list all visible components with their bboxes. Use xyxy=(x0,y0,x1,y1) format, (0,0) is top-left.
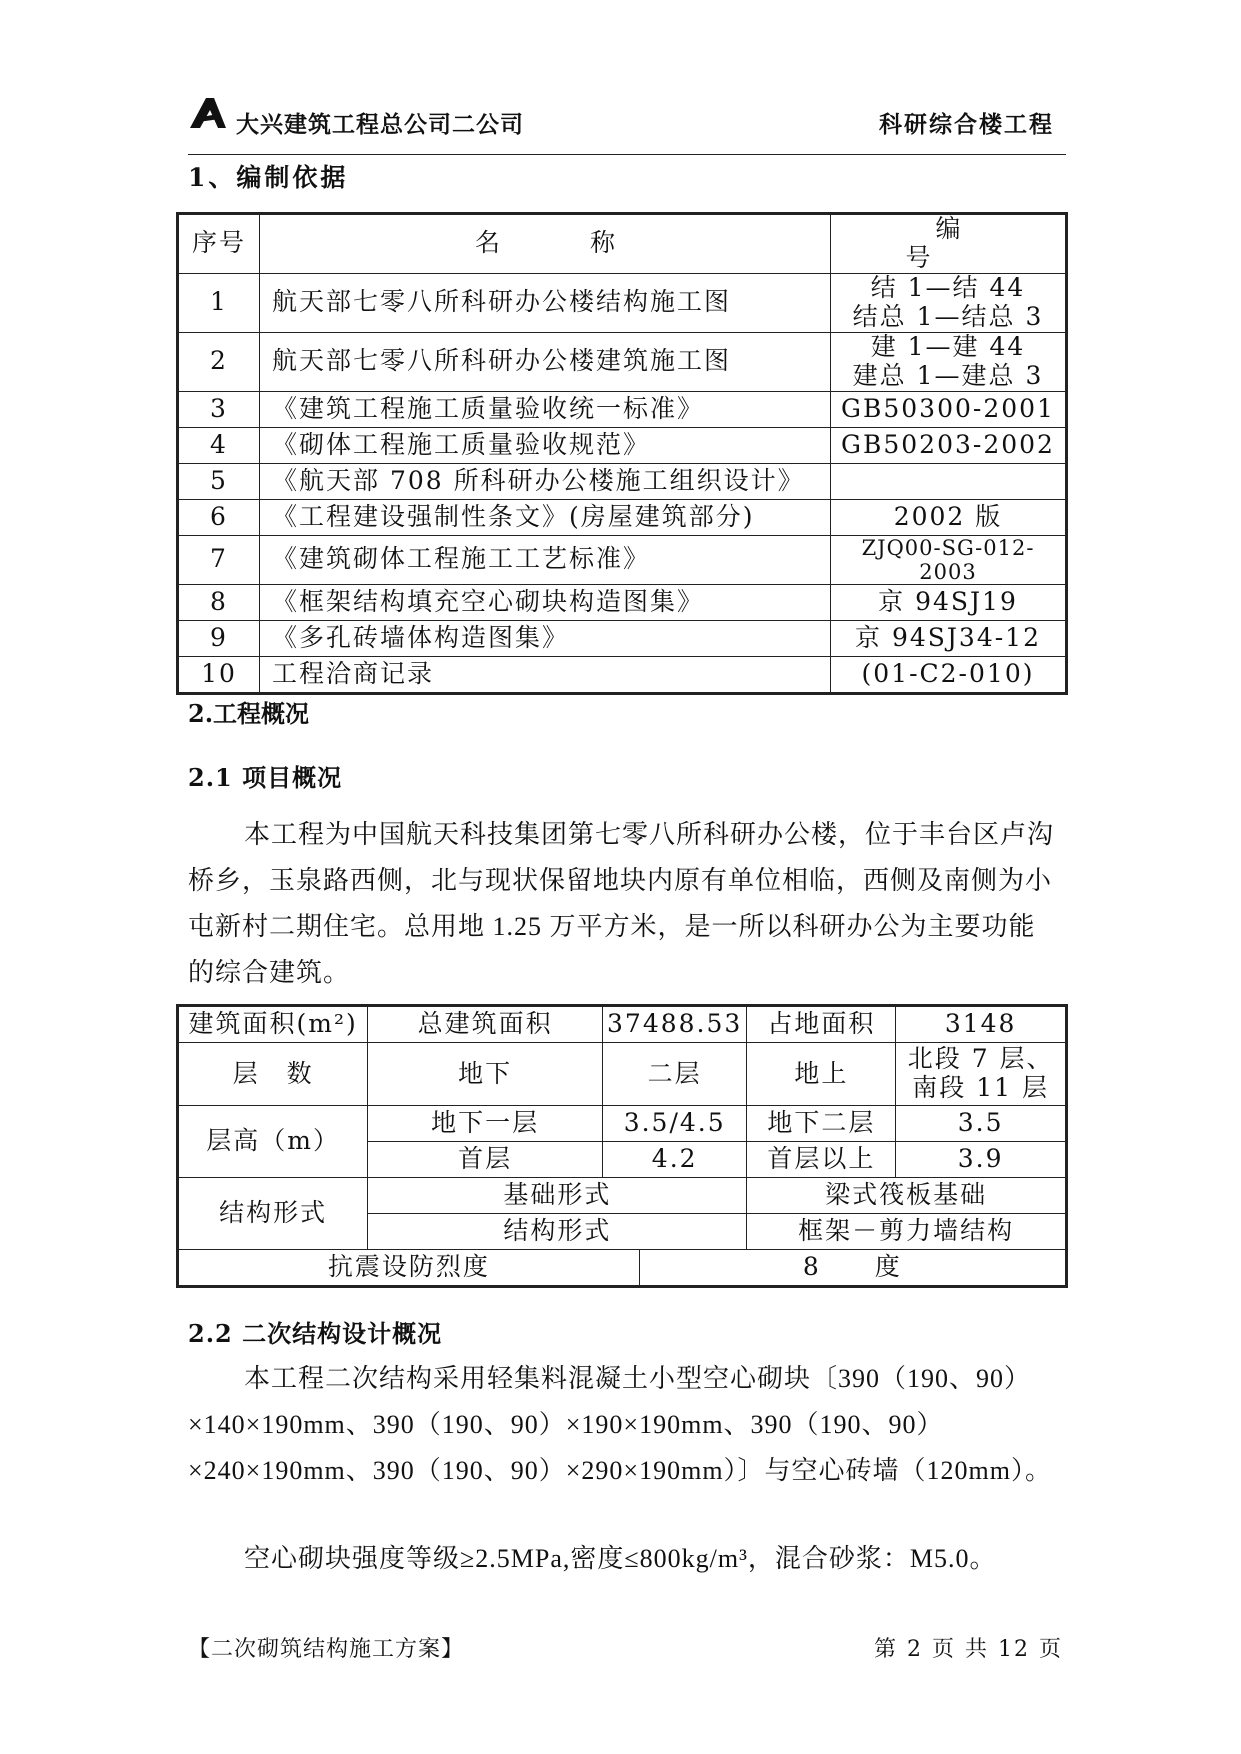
subsection-title-project: 2.1 项目概况 xyxy=(188,763,343,792)
table-row: 5 《航天部 708 所科研办公楼施工组织设计》 xyxy=(178,463,1067,499)
company-name: 大兴建筑工程总公司二公司 xyxy=(236,111,524,138)
table-header-row xyxy=(178,214,1067,274)
header-no: 序号 xyxy=(178,214,260,274)
table-row: 首层 4.2 首层以上 3.9 xyxy=(178,1142,1067,1178)
table-row: 3 《建筑工程施工质量验收统一标准》 GB50300-2001 xyxy=(178,391,1067,427)
table-row: 2 航天部七零八所科研办公楼建筑施工图 建 1—建 44 建总 1—建总 3 xyxy=(178,332,1067,391)
project-paragraph: 本工程为中国航天科技集团第七零八所科研办公楼，位于丰台区卢沟桥乡，玉泉路西侧，北与现状保留地块内原有单位相临，西侧及南侧为小屯新村二期住宅。总用地 1.25 万平方米，是一所以科研办公为主要功能的综合建筑。 xyxy=(188,820,1055,987)
table-row: 6 《工程建设强制性条文》(房屋建筑部分) 2002 版 xyxy=(178,499,1067,535)
page-header xyxy=(188,88,1066,155)
table-row: 建筑面积(m²) 总建筑面积 37488.53 占地面积 3148 xyxy=(178,1006,1067,1043)
table-row: 层高（m） 地下一层 3.5/4.5 地下二层 3.5 xyxy=(178,1106,1067,1142)
table-row: 层 数 地下 二层 地上 北段 7 层、 南段 11 层 xyxy=(178,1043,1067,1106)
project-name: 科研综合楼工程 xyxy=(879,111,1054,138)
table-row: 结构形式 基础形式 梁式筏板基础 xyxy=(178,1178,1067,1214)
header-name: 名称 xyxy=(260,214,831,274)
overview-table xyxy=(176,1004,1068,1288)
table-row: 结构形式 框架－剪力墙结构 xyxy=(178,1214,1067,1250)
basis-table xyxy=(176,212,1068,695)
subsection-title-secondary: 2.2 二次结构设计概况 xyxy=(188,1319,443,1348)
footer-page-info: 第 2 页 共 12 页 xyxy=(874,1637,1063,1662)
section-title-basis: 1、编制依据 xyxy=(188,163,349,192)
table-row: 1 航天部七零八所科研办公楼结构施工图 结 1—结 44 结总 1—结总 3 xyxy=(178,273,1067,332)
table-row: 10 工程洽商记录 (01-C2-010) xyxy=(178,656,1067,693)
table-row: 8 《框架结构填充空心砌块构造图集》 京 94SJ19 xyxy=(178,584,1067,620)
strength-paragraph: 空心砌块强度等级≥2.5MPa,密度≤800kg/m³，混合砂浆：M5.0。 xyxy=(244,1544,997,1573)
secondary-paragraph: 本工程二次结构采用轻集料混凝土小型空心砌块〔390（190、90）×140×190mm、390（190、90）×190×190mm、390（190、90）×240×190mm、390（190、90）×290×190mm）〕与空心砖墙（120mm）。 xyxy=(188,1364,1052,1485)
table-row: 9 《多孔砖墙体构造图集》 京 94SJ34-12 xyxy=(178,620,1067,656)
table-row: 4 《砌体工程施工质量验收规范》 GB50203-2002 xyxy=(178,427,1067,463)
section-title-overview: 2.工程概况 xyxy=(188,699,310,728)
footer-doc-title: 【二次砌筑结构施工方案】 xyxy=(188,1637,465,1662)
table-row: 抗震设防烈度 8 度 xyxy=(178,1250,1067,1287)
table-row: 7 《建筑砌体工程施工工艺标准》 ZJQ00-SG-012-2003 xyxy=(178,535,1067,584)
header-code: 编号 xyxy=(831,214,1067,274)
company-logo-icon xyxy=(188,94,228,132)
